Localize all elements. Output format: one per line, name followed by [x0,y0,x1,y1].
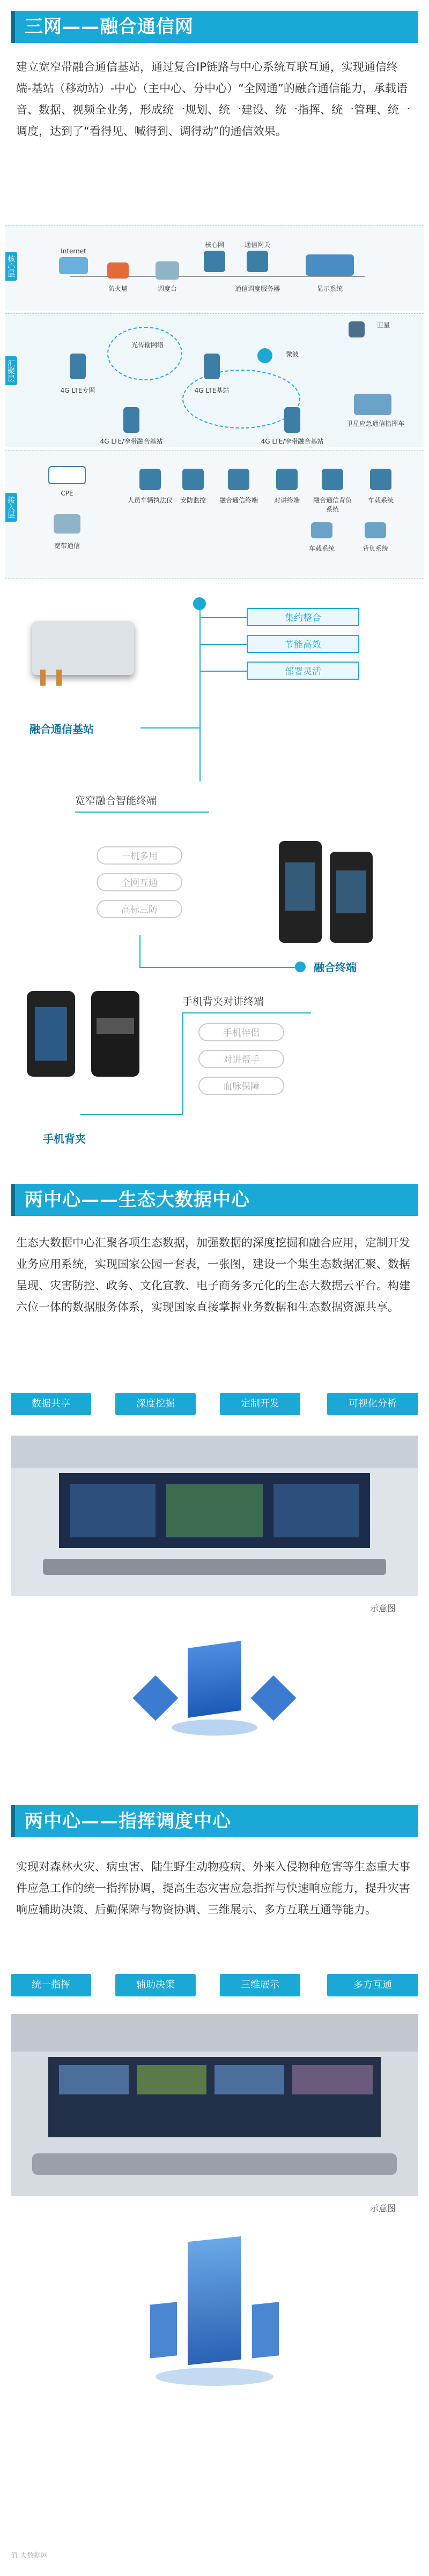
tag-custom-dev: 定制开发 [220,1393,300,1415]
backpack-feature-2: 对讲帮手 [198,1050,284,1068]
footer-watermark: 值 大数据网 [11,2552,48,2560]
bs-fusion2-label: 4G LTE/窄带融合基站 [261,438,324,445]
dispatch-icon [156,261,179,280]
cpe-label: CPE [61,490,73,497]
fusion-terminal-icon [228,469,249,490]
backpack-name: 手机背夹 [43,1132,86,1145]
terminal-feature-2: 全网互通 [97,873,182,891]
command-description: 实现对森林火灾、病虫害、陆生野生动物疫病、外来入侵物种危害等生态重大事件应急工作的统一指挥协调，提高生态灾害应急指挥与快速响应能力，提升灾害响应辅助决策、后勤保障与物资协调、三维展示、多方互联互通等能力。 [16,1860,410,1916]
broadband-label: 宽带通信 [54,542,80,550]
core-center-label: 核心网 [204,241,224,249]
term-pack-label: 背负系统 [362,545,388,552]
laptop-icon [54,514,80,534]
bigdata-cloud-illustration [107,1623,322,1746]
tag-deep-mining: 深度挖掘 [115,1393,196,1415]
tower-icon [70,354,86,379]
car-icon [311,522,332,538]
station-feature-1: 集约整合 [247,608,359,626]
terminal-feature-1: 一机多用 [97,846,182,865]
term-vehicle-label: 车载系统 [367,497,394,504]
recorder-icon [139,469,161,490]
command-server-illustration [123,2228,306,2394]
backpack-feature-3: 血脉保障 [198,1077,284,1095]
satellite-icon [349,321,365,337]
term-intercom-label: 对讲终端 [273,497,300,504]
cpe-icon [48,466,86,484]
tag-data-sharing: 数据共享 [11,1393,91,1415]
firewall-label: 防火墙 [108,285,128,292]
terminal-name: 融合终端 [314,961,357,974]
camera-icon [182,469,204,490]
backpack-icon [365,522,386,538]
internet-label: Internet [61,247,86,255]
terminal-heading: 宽窄融合智能终端 [75,795,157,807]
backpack-image [16,986,145,1082]
station-dot [193,597,206,610]
tower-icon [284,407,300,433]
display-label: 显示系统 [316,285,343,292]
tag-visual-analysis: 可视化分析 [327,1393,418,1415]
microwave-label: 微波 [285,350,299,358]
section-title-network: 三网——融合通信网 [11,11,418,43]
term-camera-label: 安防监控 [180,497,206,504]
internet-icon [59,257,88,274]
bigdata-caption: 示意图 [370,1603,396,1613]
firewall-icon [107,262,129,279]
station-feature-3: 部署灵活 [247,662,359,680]
core-center-icon [204,251,225,272]
dispatch-label: 调度台 [157,285,177,292]
tag-unified-command: 统一指挥 [11,1974,91,1996]
satellite-label: 卫星 [376,321,390,329]
layer-access-label: 接入层 [5,493,17,522]
term-fusion-label: 融合通信终端 [219,497,258,504]
bigdata-room-image [11,1436,418,1596]
bs-fusion1-label: 4G LTE/窄带融合基站 [100,438,163,445]
station-image [16,605,145,691]
bs-4g-label: 4G LTE基站 [194,387,230,394]
bs-private-label: 4G LTE专网 [60,387,95,394]
layer-network-label: 汇聚层 [5,356,17,385]
fiber-net-label: 光传输网络 [131,341,164,349]
command-caption: 示意图 [370,2203,396,2213]
term-car-label: 车载系统 [308,545,335,552]
section-title-bigdata: 两中心——生态大数据中心 [11,1184,418,1216]
bigdata-description: 生态大数据中心汇聚各项生态数据，加强数据的深度挖掘和融合应用，定制开发业务应用系统，实现国家公园一套表，一张图，建设一个集生态数据汇聚、数据呈现、灾害防控、政务、文化宣教、电子商务多元化的生态大数据云平台。构建六位一体的数据服务体系，实现国家直接掌握业务数据和生态数据资源共享。 [16,1236,410,1313]
tag-3d-display: 三维展示 [220,1974,300,1996]
term-fusion-pack-label: 融合通信背负系统 [313,497,352,513]
terminal-feature-3: 高标三防 [97,900,182,918]
pack-icon [322,469,343,490]
network-diagram [5,225,424,579]
network-description: 建立宽窄带融合通信基站，通过复合IP链路与中心系统互联互通，实现通信终端-基站（移动站）-中心（主中心、分中心）“全网通”的融合通信能力，承载语音、数据、视频全业务，形成统一规划、统一建设、统一指挥、统一管理、统一调度，达到了“看得见、喊得到、调得动”的通信效果。 [16,61,410,138]
vehicle-icon [354,394,391,415]
intercom-icon [276,469,298,490]
vehicle-terminal-icon [370,469,391,490]
comm-server-label: 通信调度服务器 [234,285,280,292]
tag-decision-support: 辅助决策 [115,1974,196,1996]
microwave-icon [257,348,272,363]
backpack-feature-1: 手机伴侣 [198,1023,284,1041]
sat-vehicle-label: 卫星应急通信指挥车 [346,420,404,427]
station-feature-2: 节能高效 [247,635,359,653]
display-icon [306,254,354,276]
tower-icon [204,354,220,379]
tower-icon [123,407,139,433]
terminal-image [273,825,381,948]
gateway-label: 通信网关 [244,241,270,249]
layer-core-label: 核心层 [5,252,17,281]
command-room-image [11,2014,418,2196]
backpack-heading: 手机背夹对讲终端 [182,996,264,1008]
gateway-icon [247,251,268,272]
term-recorder-label: 人员车辆执法仪 [127,497,173,504]
section-title-command: 两中心——指挥调度中心 [11,1805,418,1837]
terminal-dot [295,962,306,972]
station-name: 融合通信基站 [29,723,94,735]
tag-multi-connect: 多方互通 [327,1974,418,1996]
